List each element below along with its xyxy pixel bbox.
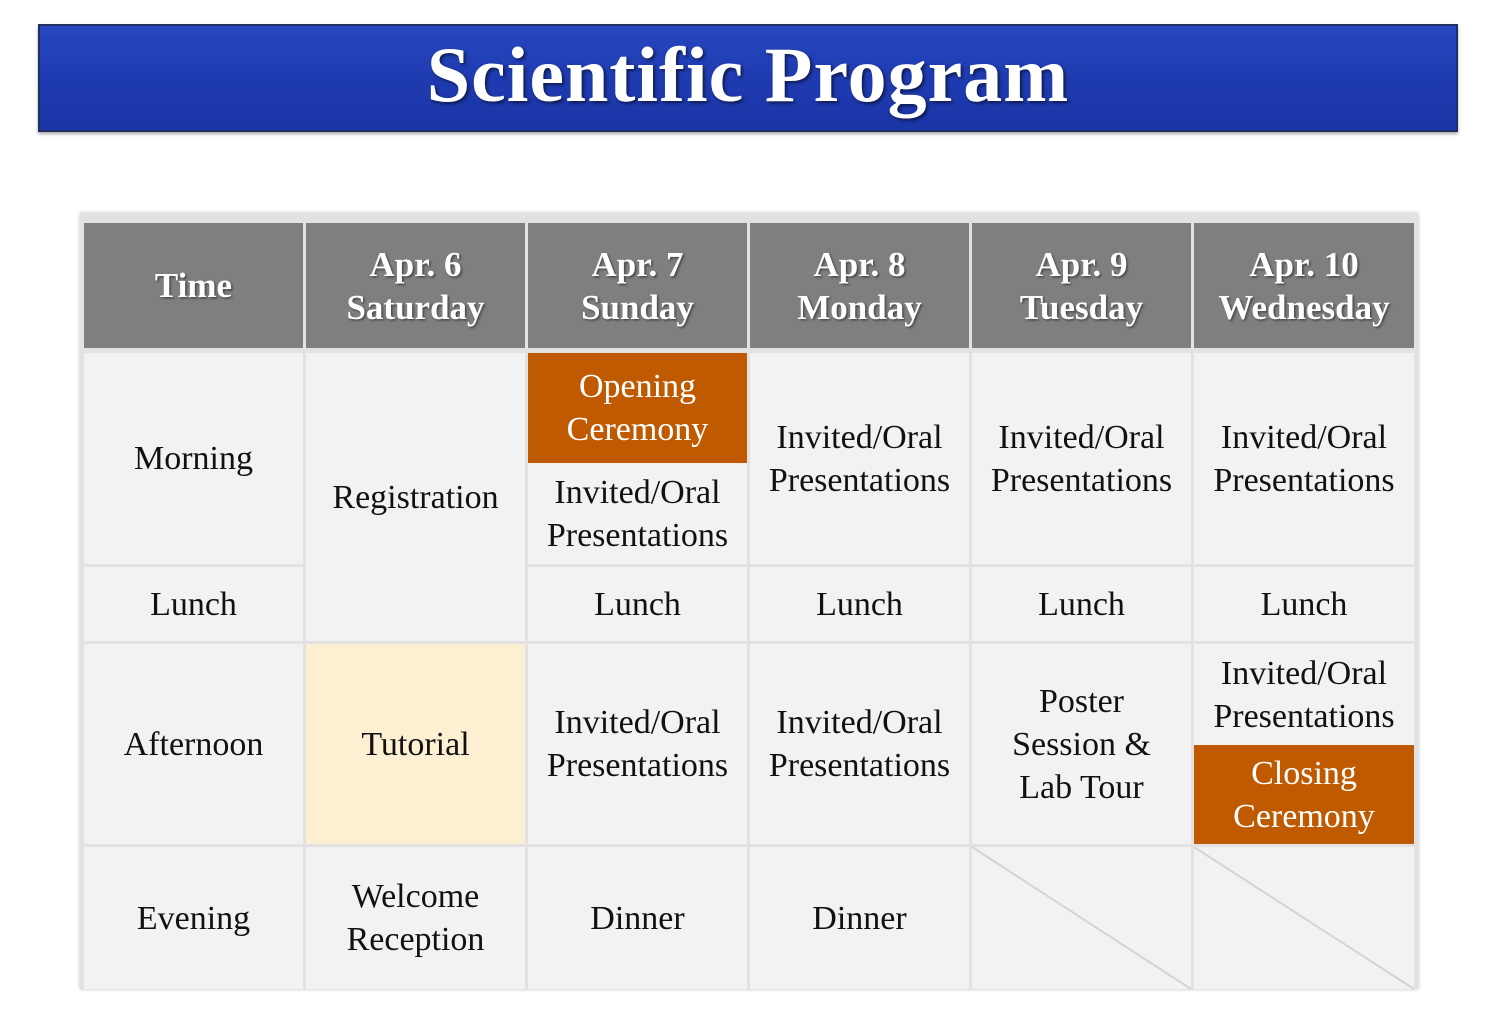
header-day-apr9	[972, 223, 1191, 348]
cell-text-line: Closing	[1251, 754, 1357, 792]
cell-invited-oral-apr8-afternoon	[750, 644, 969, 844]
cell-invited-oral-apr8-morning	[750, 353, 969, 564]
cell-text-line: Invited/Oral	[554, 473, 721, 511]
cell-invited-oral-apr10-morning	[1194, 353, 1414, 564]
cell-text-line: Ceremony	[1233, 797, 1375, 835]
row-label-text: Evening	[136, 899, 251, 937]
cell-text-line: Session &	[1012, 725, 1151, 763]
page-title: Scientific Program	[426, 31, 1070, 118]
cell-text-line: Presentations	[768, 461, 951, 499]
cell-invited-oral-apr10-afternoon	[1194, 644, 1414, 745]
title-banner	[38, 24, 1458, 132]
cell-dinner-apr8	[750, 847, 969, 989]
cell-text: Lunch	[816, 585, 903, 623]
schedule-table	[80, 213, 1418, 989]
row-label-afternoon	[84, 644, 303, 844]
header-day-apr7	[528, 223, 747, 348]
header-time	[84, 223, 303, 348]
cell-welcome-reception	[306, 847, 525, 989]
cell-invited-oral-apr7-morning	[528, 463, 747, 564]
header-weekday: Wednesday	[1218, 287, 1390, 327]
cell-text-line: Reception	[346, 921, 485, 958]
row-label-text: Afternoon	[123, 725, 264, 763]
header-weekday: Saturday	[346, 287, 485, 327]
row-label-text: Morning	[134, 440, 253, 477]
cell-text-line: Presentations	[1213, 461, 1395, 499]
row-label-text: Lunch	[150, 585, 237, 623]
cell-text-line: Presentations	[1213, 697, 1395, 735]
cell-lunch-apr8	[750, 567, 969, 641]
cell-text-line: Invited/Oral	[776, 704, 943, 741]
cell-text-line: Welcome	[351, 878, 480, 915]
cell-lunch-apr9	[972, 567, 1191, 641]
cell-text-line: Presentations	[546, 747, 729, 784]
cell-text: Lunch	[1260, 585, 1348, 623]
cell-text-line: Ceremony	[566, 411, 709, 448]
cell-invited-oral-apr9-morning	[972, 353, 1191, 564]
header-date: Apr. 7	[591, 244, 684, 284]
cell-text-line: Opening	[578, 368, 697, 405]
cell-text-line: Invited/Oral	[1220, 654, 1388, 692]
cell-poster-session	[972, 644, 1191, 844]
cell-text-line: Poster	[1039, 682, 1124, 720]
header-weekday: Tuesday	[1019, 287, 1144, 327]
cell-text-line: Presentations	[990, 461, 1173, 499]
cell-text: Lunch	[1038, 585, 1125, 623]
cell-text-line: Lab Tour	[1019, 768, 1144, 806]
cell-text: Tutorial	[361, 725, 470, 763]
cell-empty-apr10-evening	[1194, 847, 1414, 989]
cell-text: Registration	[332, 478, 499, 516]
cell-empty-apr9-evening	[972, 847, 1191, 989]
row-label-lunch	[84, 567, 303, 641]
cell-text-line: Invited/Oral	[554, 704, 721, 741]
header-weekday: Sunday	[581, 287, 694, 327]
cell-lunch-apr7	[528, 567, 747, 641]
cell-tutorial	[306, 644, 525, 844]
header-date: Apr. 10	[1249, 244, 1359, 284]
header-date: Apr. 6	[369, 244, 462, 284]
header-date: Apr. 8	[813, 244, 906, 284]
header-date: Apr. 9	[1035, 244, 1128, 284]
cell-registration	[306, 353, 525, 641]
cell-text-line: Presentations	[768, 747, 951, 784]
cell-closing-ceremony	[1194, 745, 1414, 844]
row-label-evening	[84, 847, 303, 989]
header-day-apr6	[306, 223, 525, 348]
row-label-morning	[84, 353, 303, 564]
cell-text: Lunch	[594, 585, 681, 623]
cell-text-line: Invited/Oral	[1220, 418, 1388, 456]
header-time-label: Time	[154, 266, 233, 305]
header-day-apr10	[1194, 223, 1414, 348]
cell-text-line: Invited/Oral	[998, 418, 1165, 456]
cell-opening-ceremony	[528, 353, 747, 463]
header-day-apr8	[750, 223, 969, 348]
cell-dinner-apr7	[528, 847, 747, 989]
cell-lunch-apr10	[1194, 567, 1414, 641]
cell-text: Dinner	[590, 899, 685, 937]
cell-text-line: Invited/Oral	[776, 418, 943, 456]
cell-text: Dinner	[812, 899, 907, 937]
header-weekday: Monday	[797, 287, 922, 327]
cell-text-line: Presentations	[546, 516, 729, 554]
cell-invited-oral-apr7-afternoon	[528, 644, 747, 844]
